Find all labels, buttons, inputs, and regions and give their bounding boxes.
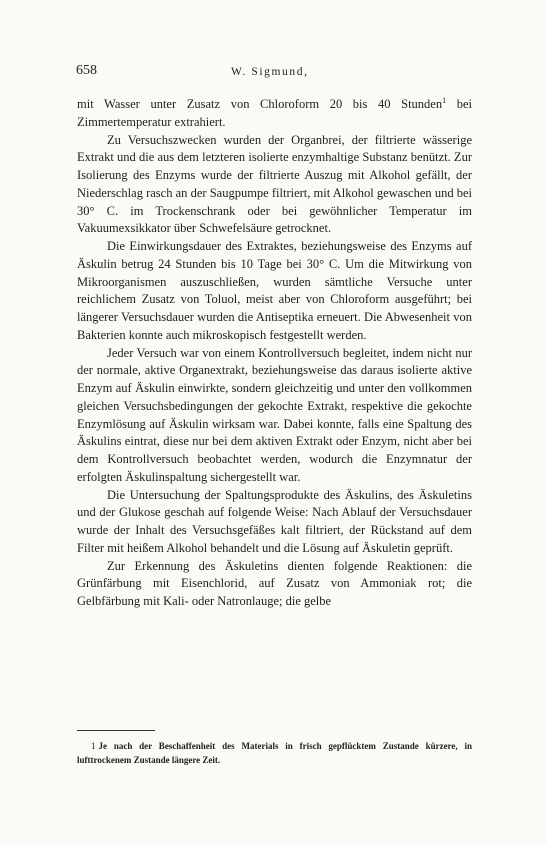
paragraph-1-text: mit Wasser unter Zusatz von Chloroform 20 bis 40 Stunden [77,97,443,111]
paragraph-1-continuation: bei Zimmertemperatur extrahiert. [77,97,472,129]
paragraph-5: Die Untersuchung der Spaltungsprodukte des Äskulins, des Äskuletins und der Glukose geschah auf folgende Weise: Nach Ablauf der Versuchsdauer wurde der Inhalt des Versuchsgefäßes kalt filtriert, der Rückstand auf dem Filter mit heißem Alkohol behandelt und die Lösung auf Äskuletin geprüft. [77,487,472,555]
running-head: W. Sigmund, [231,66,309,78]
body-text [77,96,472,611]
paragraph-4: Jeder Versuch war von einem Kontrollversuch begleitet, indem nicht nur der normale, aktive Organextrakt, beziehungsweise das daraus isolierte aktive Enzym auf Äskulin einwirkte, sondern gleichzeitig und unter den vollkommen gleichen Versuchsbedingungen der gekochte Extrakt, respektive die gekochte Enzymlösung auf Äskulin wirksam war. Dabei konnte, falls eine Spaltung des Äskulins eintrat, diese nur bei dem aktiven Extrakt oder Enzym, nicht aber bei dem Kontrollversuch beobachtet werden, wodurch die Enzymnatur der erfolgten Äskulinspaltung sichergestellt war. [77,345,472,484]
footnote [77,739,472,767]
footnote-number: 1 [91,741,96,751]
paragraph-1 [77,96,472,132]
footnote-reference: 1 [442,96,447,105]
footnote-text: Je nach der Beschaffenheit des Materials in frisch gepflücktem Zustande kürzere, in lufttrockenem Zustande längere Zeit. [77,741,472,765]
paragraph-3: Die Einwirkungsdauer des Extraktes, beziehungsweise des Enzyms auf Äskulin betrug 24 Stunden bis 10 Tage bei 30° C. Um die Mitwirkung von Mikroorganismen auszuschließen, wurden sämtliche Versuche unter reichlichem Zusatz von Toluol, meist aber von Chloroform ausgeführt; bei längerer Versuchsdauer wurden die Antiseptika erneuert. Die Abwesenheit von Bakterien konnte auch mikroskopisch festgestellt werden. [77,239,472,342]
footnote-rule [77,730,155,731]
paragraph-6: Zur Erkennung des Äskuletins dienten folgende Reaktionen: die Grünfärbung mit Eisenchlorid, auf Zusatz von Ammoniak rot; die Gelbfärbung mit Kali- oder Natronlauge; die gelbe [77,558,472,608]
page-number: 658 [76,63,97,78]
paragraph-2: Zu Versuchszwecken wurden der Organbrei, der filtrierte wässerige Extrakt und die aus dem letzteren isolierte enzymhaltige Substanz benützt. Zur Isolierung des Enzyms wurde der filtrierte Auszug mit Alkohol gefällt, der Niederschlag rasch an der Saugpumpe filtriert, mit Alkohol gewaschen und bei 30° C. im Trockenschrank oder bei gewöhnlicher Temperatur im Vakuumexsikkator über Schwefelsäure getrocknet. [77,132,472,236]
